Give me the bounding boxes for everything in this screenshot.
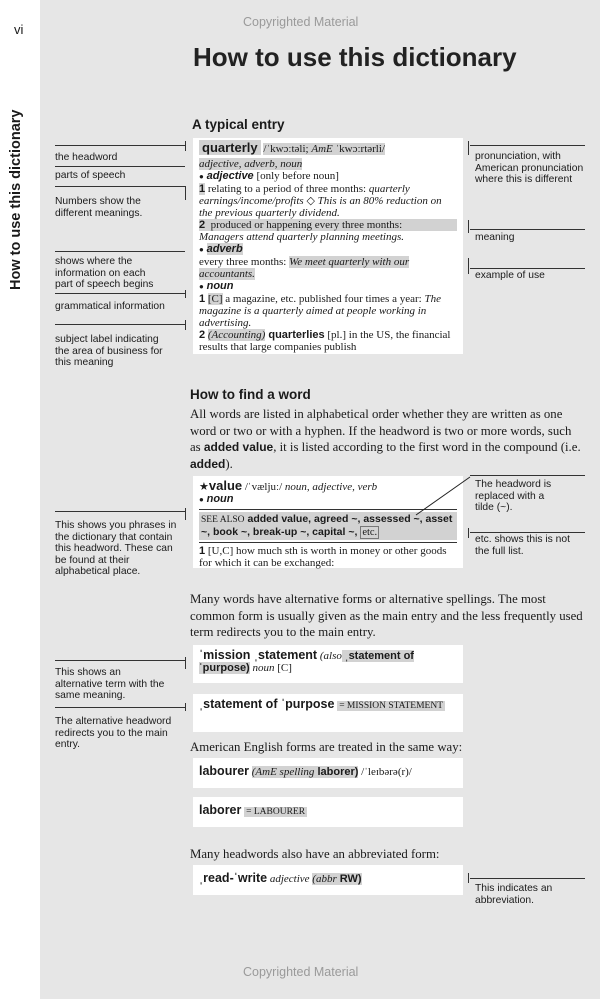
section-heading-typical-entry: A typical entry	[192, 117, 285, 132]
laborer-headword: laborer	[199, 803, 242, 817]
value-pos-noun: noun	[206, 493, 234, 505]
note-part-of-speech-begins: shows where the information on each part of speech begins	[55, 256, 154, 290]
page-number: vi	[14, 22, 24, 37]
note-subject-label: subject label indicating the area of business for this meaning	[55, 334, 163, 368]
note-numbers: Numbers show the different meanings.	[55, 196, 143, 219]
statement-headword: ˌstatement of ˈpurpose	[199, 697, 335, 711]
note-headword: the headword	[55, 152, 118, 163]
entry-example-1: quarterly earnings/income/profits ◇ This is an 80% reduction on the previous quarterly dividend.	[199, 183, 442, 219]
entry-pron-2: ˈkwɔːrtərli/	[332, 143, 385, 155]
entry-pos-list: adjective, adverb, noun	[199, 158, 303, 170]
labourer-alt: laborer)	[314, 766, 359, 778]
entry-pos-adj: adjective	[206, 170, 254, 182]
section-heading-find-word: How to find a word	[190, 387, 311, 402]
laborer-box	[193, 797, 463, 827]
value-sense-1: 1	[199, 545, 206, 557]
entry-noun-sense-2: 2	[199, 329, 206, 341]
entry-noun-def-2: in the US, the financial results that large companies publish	[199, 329, 451, 353]
value-gram: [U,C]	[205, 545, 234, 557]
watermark-bottom: Copyrighted Material	[243, 965, 359, 979]
note-alternative-term: This shows an alternative term with the same meaning.	[55, 667, 165, 701]
see-also-label: SEE ALSO	[201, 515, 245, 525]
note-grammatical-info: grammatical information	[55, 301, 165, 312]
read-write-pos: adjective	[267, 873, 310, 885]
labourer-box	[193, 758, 463, 788]
mission-alt: ˌstatement of ˈpurpose)	[199, 650, 414, 674]
entry-noun-sense-1: 1	[199, 293, 206, 305]
entry-pron-ame: AmE	[311, 143, 333, 155]
tilde-pointer	[410, 475, 472, 520]
note-pronunciation: pronunciation, with American pronunciation where this is different	[475, 151, 584, 185]
mission-gram: [C]	[274, 662, 292, 674]
entry-headword: quarterly	[199, 140, 261, 155]
entry-sense-1: 1	[199, 183, 206, 195]
find-word-paragraph: All words are listed in alphabetical order whether they are written as one word or two or with a hyphen. If the headword is two or more words, such as added value, it is listed according to the first word in the compound (i.e. added).	[190, 407, 581, 471]
read-write-abbr: (abbr	[312, 873, 337, 885]
labourer-ame: (AmE spelling	[251, 766, 315, 778]
value-phrases: added value, agreed ~, assessed ~, asset ~, book ~, break-up ~, capital ~,	[201, 513, 453, 538]
note-tilde: The headword is replaced with a tilde (~).	[475, 479, 552, 513]
entry-def-2: produced or happening every three months:	[210, 219, 403, 231]
entry-noun-gram: [C]	[207, 293, 223, 305]
entry-adv-example: We meet quarterly with our accountants.	[199, 256, 410, 280]
note-alternative-redirect: The alternative headword redirects you to the main entry.	[55, 716, 172, 750]
american-paragraph: American English forms are treated in the same way:	[190, 740, 463, 754]
mission-pos: noun	[249, 662, 275, 674]
laborer-cross-ref: = LABOURER	[246, 807, 306, 817]
entry-pron-1: /ˈkwɔːtəli;	[263, 143, 312, 155]
labourer-pron: /ˈleɪbərə(r)/	[358, 766, 412, 778]
value-headword: value	[208, 478, 243, 493]
mission-also: (also	[319, 650, 342, 662]
entry-pos-adv: adverb	[206, 243, 243, 255]
abbreviation-paragraph: Many headwords also have an abbreviated form:	[190, 847, 440, 861]
entry-subject-label: (Accounting)	[207, 329, 266, 341]
entry-adj-restriction: [only before noun]	[253, 170, 339, 182]
mission-statement-box	[193, 645, 463, 683]
read-write-headword: ˌread-ˈwrite	[199, 871, 268, 885]
value-def: how much sth is worth in money or other goods for which it can be exchanged:	[199, 545, 447, 569]
note-parts-of-speech: parts of speech	[55, 170, 126, 181]
entry-noun-example-1: The magazine is a quarterly aimed at people working in advertising.	[199, 293, 441, 329]
note-abbreviation: This indicates an abbreviation.	[475, 883, 553, 906]
star-icon: ★	[199, 481, 209, 493]
alternatives-paragraph: Many words have alternative forms or alternative spellings. The most common form is usually given as the main entry and the less frequently used term redirects you to the main entry.	[190, 592, 583, 639]
typical-entry-box: quarterly /ˈkwɔːtəli; AmE ˈkwɔːrtərli/ adjective, adverb, noun ● adjective [only before noun] 1 relating to a period of three months: quarterly earnings/income/profits ◇ This is an 80% reduction on the previous quarterly dividend. 2 produced or happening every three months: Managers attend quarterly planning meetings. ● adverb every three months: We meet quarterly with our accountants. ● noun 1 [C] a magazine, etc. published four times a year: The magazine is a quarterly aimed at people working in advertising. 2 (Accounting) quarterlies [pl.] in the US, the financial results that large companies publish	[193, 138, 463, 354]
labourer-headword: labourer	[199, 764, 250, 778]
entry-noun-def-1: a magazine, etc. published four times a year:	[222, 293, 422, 305]
value-entry-box: ★value /ˈvæljuː/ noun, adjective, verb ● noun SEE ALSO added value, agreed ~, assessed ~, asset ~, book ~, break-up ~, capital ~, etc. 1 [U,C] how much sth is worth in money or other goods for which it can be exchanged:	[193, 476, 463, 568]
page-title: How to use this dictionary	[193, 42, 517, 72]
read-write-box	[193, 865, 463, 895]
value-etc: etc.	[362, 527, 378, 538]
watermark-top: Copyrighted Material	[243, 15, 359, 29]
note-etc: etc. shows this is not the full list.	[475, 534, 570, 557]
note-meaning: meaning	[475, 232, 515, 243]
mission-headword: ˈmission ˌstatement	[199, 648, 318, 662]
entry-adv-def: every three months:	[199, 256, 290, 268]
value-pron: /ˈvæljuː/	[242, 481, 285, 493]
note-see-also: This shows you phrases in the dictionary that contain this headword. These can be found at their alphabetical place.	[55, 520, 177, 577]
side-title: How to use this dictionary	[8, 109, 24, 290]
entry-noun-headword-2: quarterlies	[265, 329, 325, 341]
entry-example-2: Managers attend quarterly planning meetings.	[199, 231, 405, 243]
value-pos: noun, adjective, verb	[284, 481, 378, 493]
statement-cross-ref: = MISSION STATEMENT	[339, 701, 444, 711]
entry-noun-gram-2: [pl.]	[324, 329, 347, 341]
read-write-abbr-form: RW)	[336, 873, 362, 885]
entry-def-1: relating to a period of three months:	[205, 183, 369, 195]
entry-pos-noun: noun	[206, 280, 234, 292]
statement-purpose-box	[193, 694, 463, 732]
note-example-of-use: example of use	[475, 270, 545, 281]
